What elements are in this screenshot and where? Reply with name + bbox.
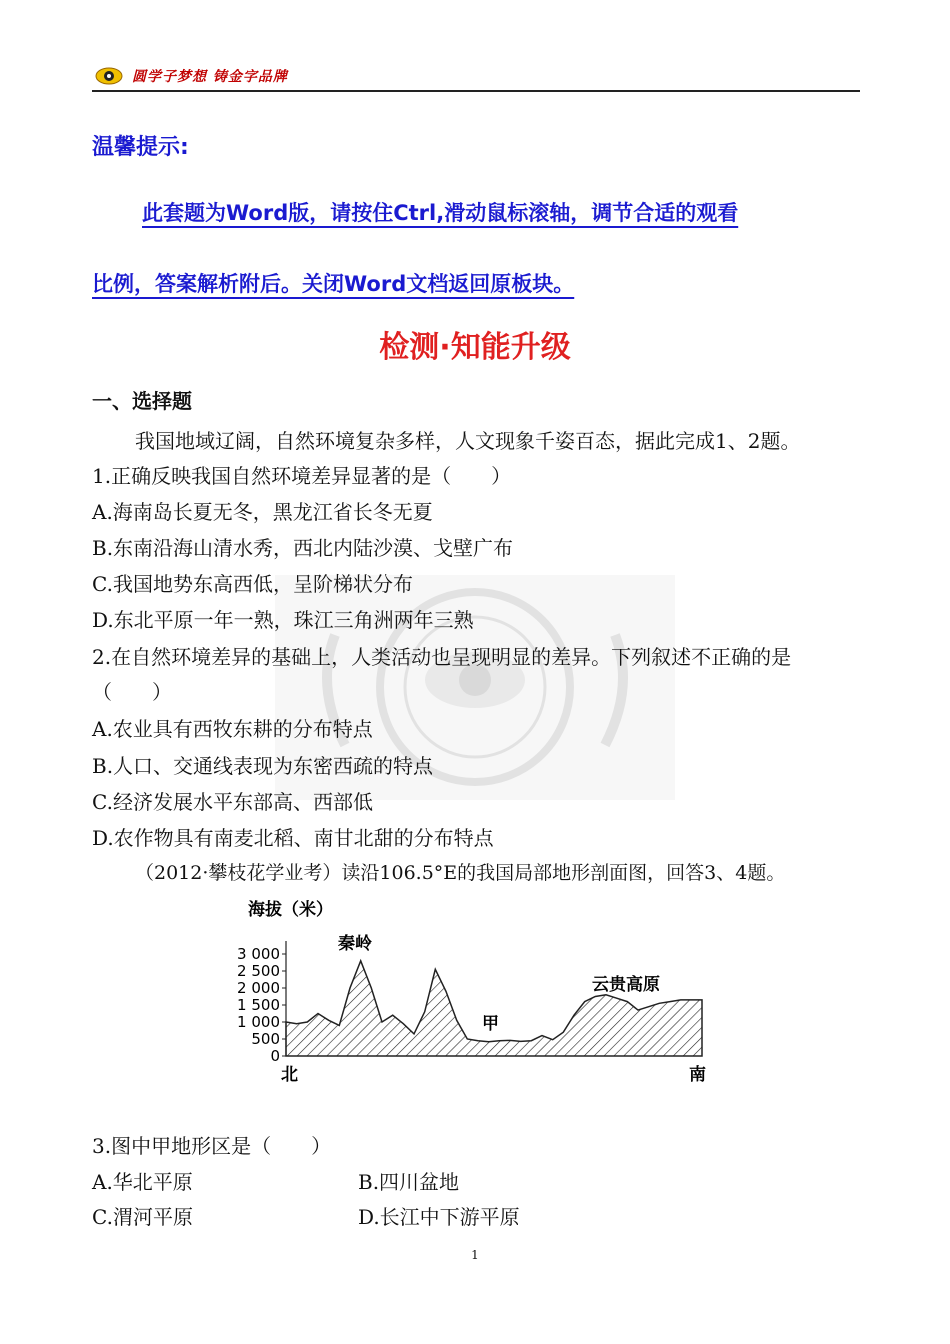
tip-line-2: 比例，答案解析附后。关闭Word文档返回原板块。 [92,272,575,296]
section-heading: 一、选择题 [92,389,192,413]
question-1: 1.正确反映我国自然环境差异显著的是（ ） [92,464,512,488]
q1-option-a: A.海南岛长夏无冬，黑龙江省长冬无夏 [92,500,433,524]
x-start-label-north: 北 [281,1065,298,1085]
question-3: 3.图中甲地形区是（ ） [92,1134,332,1158]
y-tick-label: 2 000 [237,979,280,997]
q1-option-b: B.东南沿海山清水秀，西北内陆沙漠、戈壁广布 [92,536,514,560]
q2-answer-paren: （ ） [92,680,172,704]
header-slogan: 圆学子梦想 铸金字品牌 [132,69,288,85]
tip-line-1: 此套题为Word版，请按住Ctrl,滑动鼠标滚轴，调节合适的观看 [142,201,739,225]
page-title: 检测·知能升级 [379,330,571,365]
annotation-qinling: 秦岭 [338,934,372,954]
q3-option-b: B.四川盆地 [358,1170,460,1194]
y-tick-label: 2 500 [237,962,280,980]
tip-title: 温馨提示: [92,135,189,160]
x-end-label-south: 南 [689,1065,706,1085]
y-tick-label: 1 500 [237,996,280,1014]
q3-option-c: C.渭河平原 [92,1205,193,1229]
y-axis-label: 海拔（米） [248,900,333,920]
q2-option-b: B.人口、交通线表现为东密西疏的特点 [92,754,434,778]
q2-option-c: C.经济发展水平东部高、西部低 [92,790,373,814]
q3-option-d: D.长江中下游平原 [358,1205,520,1229]
y-tick-label: 3 000 [237,945,280,963]
y-tick-label: 1 000 [237,1013,280,1031]
q2-option-a: A.农业具有西牧东耕的分布特点 [92,717,373,741]
annotation-jia: 甲 [482,1014,499,1034]
y-tick-label: 500 [251,1030,280,1048]
q1-option-d: D.东北平原一年一熟，珠江三角洲两年三熟 [92,608,474,632]
y-tick-label: 0 [270,1047,280,1065]
page-number: 1 [471,1248,479,1262]
q3-option-a: A.华北平原 [92,1170,193,1194]
question-2: 2.在自然环境差异的基础上，人类活动也呈现明显的差异。下列叙述不正确的是 [92,645,792,669]
annotation-yungui-plateau: 云贵高原 [592,975,660,995]
terrain-profile-chart [220,895,740,1095]
intro-text-1: 我国地域辽阔，自然环境复杂多样，人文现象千姿百态，据此完成1、2题。 [135,429,801,453]
eye-logo-icon [94,66,124,86]
page-header [92,62,860,92]
q1-option-c: C.我国地势东高西低，呈阶梯状分布 [92,572,413,596]
intro-text-2: （2012·攀枝花学业考）读沿106.5°E的我国局部地形剖面图，回答3、4题。 [135,862,786,884]
q2-option-d: D.农作物具有南麦北稻、南甘北甜的分布特点 [92,826,494,850]
